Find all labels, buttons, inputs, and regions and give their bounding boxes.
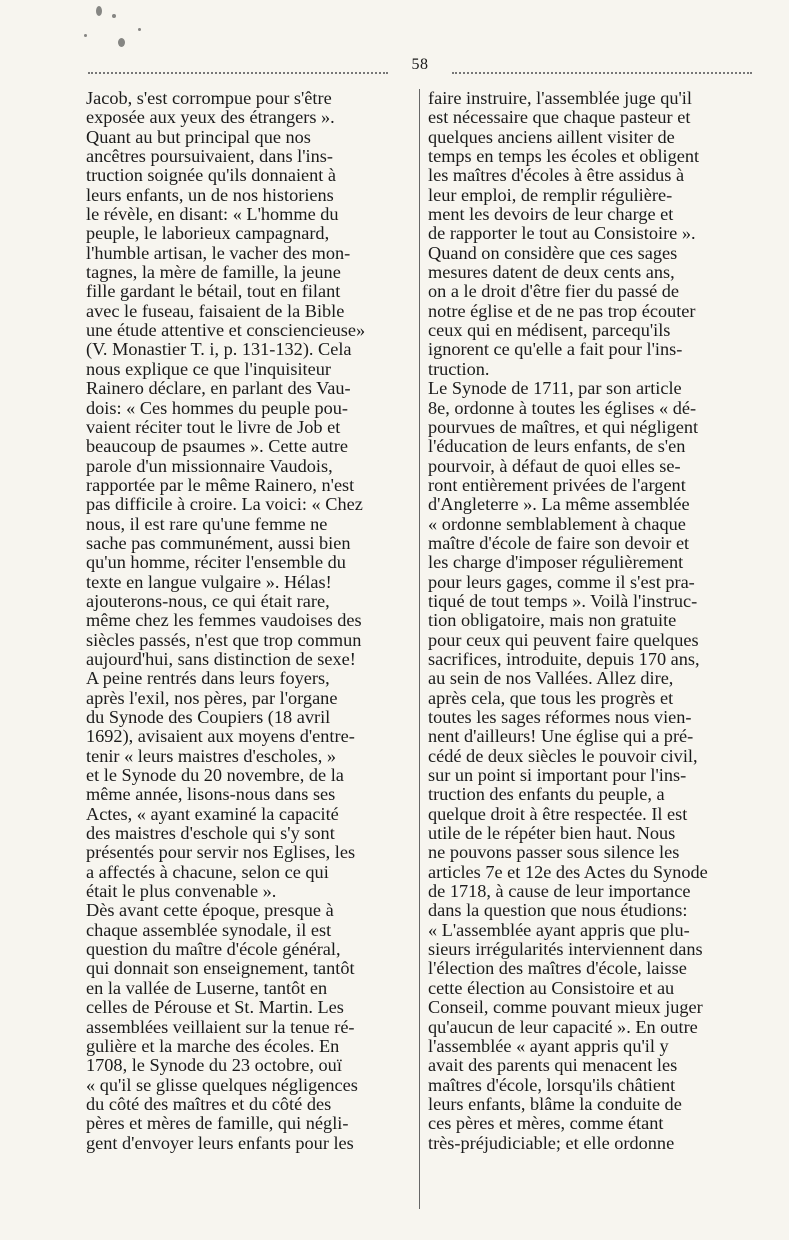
page-header xyxy=(88,54,752,82)
text-line: le révèle, en disant: « L'homme du xyxy=(86,205,339,225)
text-line: on a le droit d'être fier du passé de xyxy=(428,282,680,302)
text-line: Dès avant cette époque, presque à xyxy=(86,901,334,921)
text-line: et le Synode du 20 novembre, de la xyxy=(86,766,344,786)
text-line: des maistres d'eschole qui s'y sont xyxy=(86,824,335,844)
scan-smudge xyxy=(84,34,87,37)
text-line: pères et mères de famille, qui négli- xyxy=(86,1114,349,1134)
text-line: tiqué de tout temps ». Voilà l'instruc- xyxy=(428,591,698,611)
text-line: peuple, le laborieux campagnard, xyxy=(86,224,330,244)
text-line: « L'assemblée ayant appris que plu- xyxy=(428,920,690,940)
text-line: fille gardant le bétail, tout en filant xyxy=(86,282,341,302)
text-line: cette élection au Consistoire et au xyxy=(428,978,675,998)
text-line: nous, il est rare qu'une femme ne xyxy=(86,514,328,534)
text-line: sache pas communément, aussi bien xyxy=(86,533,351,553)
text-line: truction. xyxy=(428,359,490,379)
text-line: de 1718, à cause de leur importance xyxy=(428,882,691,902)
text-line: ront entièrement privées de l'argent xyxy=(428,475,686,495)
text-line: après l'exil, nos pères, par l'organe xyxy=(86,688,338,708)
scan-smudge xyxy=(118,38,125,47)
text-line: leurs enfants, un de nos historiens xyxy=(86,185,334,205)
text-line: Rainero déclare, en parlant des Vau- xyxy=(86,379,351,399)
text-line: ceux qui en médisent, parcequ'ils xyxy=(428,321,671,341)
text-line: pas difficile à croire. La voici: « Chez xyxy=(86,495,363,515)
scan-smudge xyxy=(138,28,141,31)
text-line: truction soignée qu'ils donnaient à xyxy=(86,166,337,186)
text-line: qu'un homme, réciter l'ensemble du xyxy=(86,553,346,573)
scan-smudge xyxy=(112,14,116,18)
text-line: Quant au but principal que nos xyxy=(86,127,311,147)
text-line: notre église et de ne pas trop écouter xyxy=(428,301,696,321)
text-line: présentés pour servir nos Eglises, les xyxy=(86,843,356,863)
text-line: siècles passés, n'est que trop commun xyxy=(86,630,362,650)
text-line: était le plus convenable ». xyxy=(86,882,277,902)
text-line: Jacob, s'est corrompue pour s'être xyxy=(86,89,332,108)
text-line: rapportée par le même Rainero, n'est xyxy=(86,475,355,495)
text-line: faire instruire, l'assemblée juge qu'il xyxy=(428,89,692,108)
text-line: ces pères et mères, comme étant xyxy=(428,1114,664,1134)
text-line: gent d'envoyer leurs enfants pour les xyxy=(86,1133,354,1153)
text-line: quelque droit à être respectée. Il est xyxy=(428,804,688,824)
text-line: d'Angleterre ». La même assemblée xyxy=(428,495,690,515)
text-line: toutes les sages réformes nous vien- xyxy=(428,708,692,727)
text-line: gulière et la marche des écoles. En xyxy=(86,1036,340,1056)
text-line: dans la question que nous étudions: xyxy=(428,901,688,921)
text-line: de rapporter le tout au Consistoire ». xyxy=(428,224,696,244)
text-line: (V. Monastier T. i, p. 131-132). Cela xyxy=(86,340,352,360)
column-divider xyxy=(419,89,420,1209)
text-line: « qu'il se glisse quelques négligences xyxy=(86,1075,358,1095)
text-line: Le Synode de 1711, par son article xyxy=(428,379,682,399)
text-line: Conseil, comme pouvant mieux juger xyxy=(428,998,703,1018)
text-line: pourvoir, à défaut de quoi elles se- xyxy=(428,456,681,476)
text-line: dois: « Ces hommes du peuple pou- xyxy=(86,398,349,418)
left-text-column xyxy=(86,89,411,1153)
text-line: du Synode des Coupiers (18 avril xyxy=(86,708,331,727)
text-line: utile de le répéter bien haut. Nous xyxy=(428,824,676,844)
text-line: même année, lisons-nous dans ses xyxy=(86,785,336,805)
text-line: tagnes, la mère de famille, la jeune xyxy=(86,263,341,283)
text-line: les charge d'imposer régulièrement xyxy=(428,553,684,573)
text-line: très-préjudiciable; et elle ordonne xyxy=(428,1133,675,1153)
text-line: l'élection des maîtres d'école, laisse xyxy=(428,959,687,979)
text-line: celles de Pérouse et St. Martin. Les xyxy=(86,998,344,1018)
text-line: articles 7e et 12e des Actes du Synode xyxy=(428,862,708,882)
text-line: en la vallée de Luserne, tantôt en xyxy=(86,978,328,998)
text-line: les maîtres d'écoles à être assidus à xyxy=(428,166,685,186)
text-line: truction des enfants du peuple, a xyxy=(428,785,665,805)
text-line: question du maître d'école général, xyxy=(86,940,341,960)
text-line: mesures datent de deux cents ans, xyxy=(428,263,675,283)
text-line: même chez les femmes vaudoises des xyxy=(86,611,362,631)
text-line: pour ceux qui peuvent faire quelques xyxy=(428,630,699,650)
text-line: pour leurs gages, comme il s'est pra- xyxy=(428,572,695,592)
text-line: au sein de nos Vallées. Allez dire, xyxy=(428,669,674,689)
scan-smudge xyxy=(96,6,102,16)
text-line: A peine rentrés dans leurs foyers, xyxy=(86,669,330,689)
text-line: 1692), avisaient aux moyens d'entre- xyxy=(86,727,355,747)
text-line: assemblées veillaient sur la tenue ré- xyxy=(86,1017,355,1037)
text-line: « ordonne semblablement à chaque xyxy=(428,514,686,534)
text-line: aujourd'hui, sans distinction de sexe! xyxy=(86,649,356,669)
page-number: 58 xyxy=(411,56,429,73)
text-line: ajouterons-nous, ce qui était rare, xyxy=(86,591,330,611)
text-line: 1708, le Synode du 23 octobre, ouï xyxy=(86,1056,342,1076)
text-line: une étude attentive et consciencieuse» xyxy=(86,321,366,341)
text-line: ancêtres poursuivaient, dans l'ins- xyxy=(86,147,333,167)
text-line: l'assemblée « ayant appris qu'il y xyxy=(428,1036,669,1056)
text-line: ne pouvons passer sous silence les xyxy=(428,843,680,863)
text-line: du côté des maîtres et du côté des xyxy=(86,1094,332,1114)
text-line: temps en temps les écoles et obligent xyxy=(428,147,700,167)
text-line: l'humble artisan, le vacher des mon- xyxy=(86,243,351,263)
text-line: cédé de deux siècles le pouvoir civil, xyxy=(428,746,698,766)
text-line: qui donnait son enseignement, tantôt xyxy=(86,959,355,979)
text-line: tenir « leurs maistres d'escholes, » xyxy=(86,746,337,766)
text-line: pourvues de maîtres, et qui négligent xyxy=(428,417,699,437)
text-line: sacrifices, introduite, depuis 170 ans, xyxy=(428,649,700,669)
text-line: Quand on considère que ces sages xyxy=(428,243,678,263)
text-line: nous explique ce que l'inquisiteur xyxy=(86,359,331,379)
text-line: après cela, que tous les progrès et xyxy=(428,688,674,708)
text-line: sieurs irrégularités interviennent dans xyxy=(428,940,703,960)
text-line: maîtres d'école, lorsqu'ils châtient xyxy=(428,1075,676,1095)
text-line: vaient réciter tout le livre de Job et xyxy=(86,417,341,437)
text-line: sur un point si important pour l'ins- xyxy=(428,766,687,786)
text-line: texte en langue vulgaire ». Hélas! xyxy=(86,572,332,592)
header-rule-right xyxy=(452,72,752,74)
text-line: quelques anciens aillent visiter de xyxy=(428,127,675,147)
text-line: tion obligatoire, mais non gratuite xyxy=(428,611,677,631)
text-line: parole d'un missionnaire Vaudois, xyxy=(86,456,333,476)
text-line: nent d'ailleurs! Une église qui a pré- xyxy=(428,727,694,747)
text-line: 8e, ordonne à toutes les églises « dé- xyxy=(428,398,697,418)
right-text-column xyxy=(428,89,751,1153)
text-line: ment les devoirs de leur charge et xyxy=(428,205,674,225)
text-line: l'éducation de leurs enfants, de s'en xyxy=(428,437,686,457)
text-line: ignorent ce qu'elle a fait pour l'ins- xyxy=(428,340,683,360)
text-line: exposée aux yeux des étrangers ». xyxy=(86,108,335,128)
text-line: maître d'école de faire son devoir et xyxy=(428,533,690,553)
text-line: leurs enfants, blâme la conduite de xyxy=(428,1094,682,1114)
text-line: leur emploi, de remplir régulière- xyxy=(428,185,673,205)
text-line: qu'aucun de leur capacité ». En outre xyxy=(428,1017,698,1037)
text-line: avait des parents qui menacent les xyxy=(428,1056,678,1076)
text-line: est nécessaire que chaque pasteur et xyxy=(428,108,691,128)
text-line: avec le fuseau, faisaient de la Bible xyxy=(86,301,345,321)
text-line: beaucoup de psaumes ». Cette autre xyxy=(86,437,348,457)
text-line: Actes, « ayant examiné la capacité xyxy=(86,804,339,824)
text-line: a affectés à chacune, selon ce qui xyxy=(86,862,329,882)
text-line: chaque assemblée synodale, il est xyxy=(86,920,332,940)
